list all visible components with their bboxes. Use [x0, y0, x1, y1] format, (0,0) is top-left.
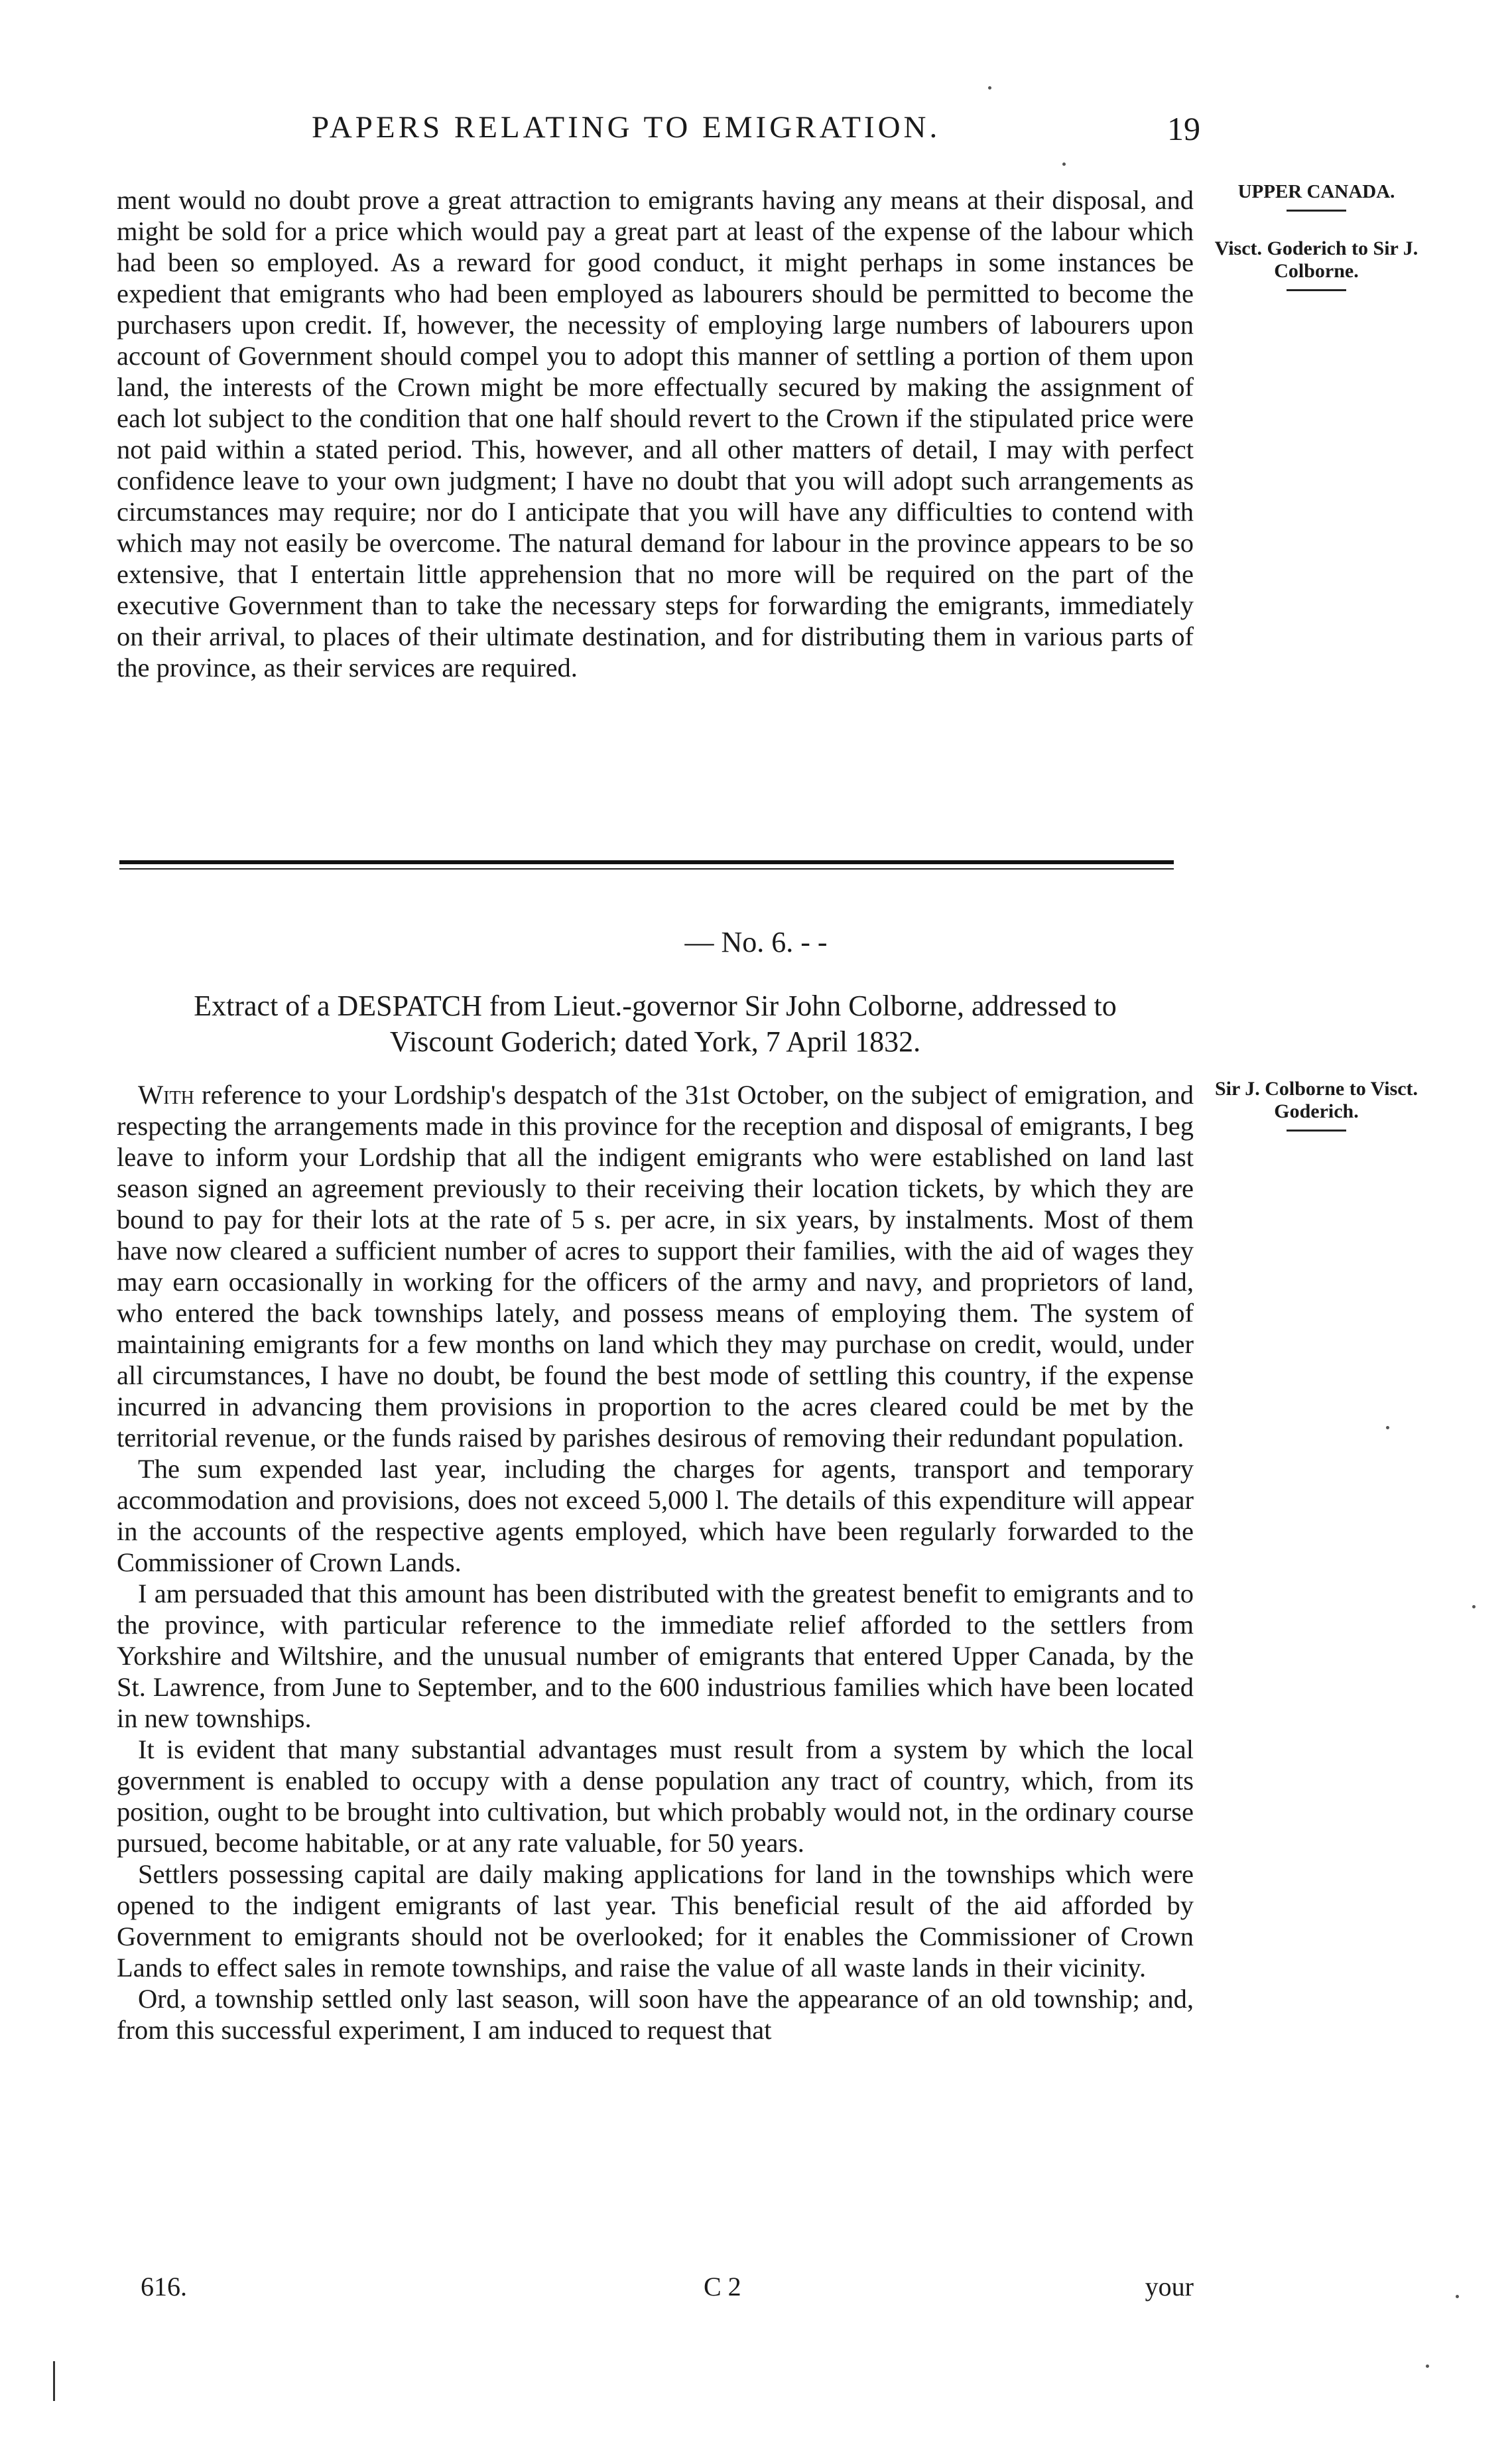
catchword: your: [1145, 2272, 1194, 2302]
page-number: 19: [1167, 110, 1200, 147]
paragraph-lead: With: [138, 1080, 194, 1110]
scan-speck: [1456, 2295, 1459, 2298]
paragraph: [117, 1079, 1194, 1453]
section-rule-thin: [119, 868, 1174, 870]
continued-text: [117, 184, 1194, 683]
margin-region-label: UPPER CANADA.: [1237, 181, 1395, 202]
margin-note-letter-2: [1210, 1078, 1422, 1132]
paragraph: It is evident that many substantial advantages must result from a system by which the local government is enabled to occupy with a dense population any tract of country, which, from its position, ought to be brought into cultivation, but which probably would not, in the ordinary course pursued, become habitable, or at any rate valuable, for 50 years.: [117, 1734, 1194, 1858]
paragraph-body: reference to your Lordship's despatch of the 31st October, on the subject of emigration, and respecting the arrangements made in this province for the reception and disposal of emigrants, I beg leave to inform your Lordship that all the indigent emigrants who were established on land last season signed an agreement previously to their receiving their location tickets, by which they are bound to pay for their lots at the rate of 5 s. per acre, in six years, by instalments. Most of them have now cleared a sufficient number of acres to support their families, with the aid of wages they may earn occasionally in working for the officers of the army and navy, and proprietors of land, who entered the back townships lately, and possess means of employing them. The system of maintaining emigrants for a few months on land which they may purchase on credit, would, under all circumstances, I have no doubt, be found the best mode of settling this country, if the expense incurred in advancing them provisions in proportion to the acres cleared could be met by the territorial revenue, or the funds raised by parishes desirous of removing their redundant population.: [117, 1080, 1194, 1453]
scan-speck: [1062, 162, 1066, 166]
extract-line-2: Viscount Goderich; dated York, 7 April 1832.: [389, 1025, 921, 1058]
paragraph: Ord, a township settled only last season, will soon have the appearance of an old township; and, from this successful experiment, I am induced to request that: [117, 1984, 1194, 2045]
margin-letter-1-label: Visct. Goderich to Sir J. Colborne.: [1214, 237, 1418, 282]
page-footer: [117, 2271, 1194, 2304]
section-number: — No. 6. - -: [684, 926, 828, 958]
margin-note-region: [1210, 180, 1422, 212]
paragraph: I am persuaded that this amount has been distributed with the greatest benefit to emigrants and to the province, with particular reference to the immediate relief afforded to the settlers from Yorkshire and Wiltshire, and the unusual number of emigrants that entered Upper Canada, by the St. Lawrence, from June to September, and to the 600 industrious families which have been located in new townships.: [117, 1579, 1194, 1733]
margin-letter-2-label: Sir J. Colborne to Visct. Goderich.: [1214, 1078, 1418, 1122]
scan-edge-mark: [53, 2361, 55, 2401]
running-title: PAPERS RELATING TO EMIGRATION.: [312, 110, 941, 145]
paragraph: The sum expended last year, including the charges for agents, transport and temporary accommodation and provisions, does not exceed 5,000 l. The details of this expenditure will appear in the accounts of the respective agents employed, which have been regularly forwarded to the Commissioner of Crown Lands.: [117, 1454, 1194, 1577]
extract-heading: [117, 988, 1194, 1060]
paragraph: Settlers possessing capital are daily making applications for land in the townships which were opened to the indigent emigrants of last year. This beneficial result of the aid afforded by Government to emigrants should not be overlooked; for it enables the Commissioner of Crown Lands to effect sales in remote townships, and raise the value of all waste lands in their vicinity.: [117, 1859, 1194, 1982]
extract-line-1: Extract of a DESPATCH from Lieut.-governor Sir John Colborne, addressed to: [194, 990, 1117, 1022]
margin-divider: [1287, 210, 1346, 212]
scan-speck: [1386, 1426, 1389, 1429]
scan-speck: [1472, 1605, 1476, 1608]
signature-mark: 616.: [141, 2272, 187, 2302]
scan-speck: [988, 86, 991, 90]
margin-note-letter-1: [1210, 237, 1422, 291]
scan-speck: [1426, 2365, 1429, 2368]
margin-divider: [1287, 1130, 1346, 1132]
paragraph: ment would no doubt prove a great attraction to emigrants having any means at their disposal, and might be sold for a price which would pay a great part at least of the expense of the labour which had been so employed. As a reward for good conduct, it might perhaps in some instances be expedient that emigrants who had been employed as labourers should be permitted to become the purchasers upon credit. If, however, the necessity of employing large numbers of labourers upon account of Government should compel you to adopt this manner of settling a portion of them upon land, the interests of the Crown might be more effectually secured by making the assignment of each lot subject to the condition that one half should revert to the Crown if the stipulated price were not paid within a stated period. This, however, and all other matters of detail, I may with perfect confidence leave to your own judgment; I have no doubt that you will adopt such arrangements as circumstances may require; nor do I anticipate that you will have any difficulties to contend with which may not easily be overcome. The natural demand for labour in the province appears to be so extensive, that I entertain little apprehension that no more will be required on the part of the executive Government than to take the necessary steps for forwarding the emigrants, immediately on their arrival, to places of their ultimate destination, and for distributing them in various parts of the province, as their services are required.: [117, 185, 1194, 682]
margin-divider: [1287, 289, 1346, 291]
section-rule-thick: [119, 860, 1174, 864]
despatch-text: [117, 1079, 1194, 2045]
sheet-mark: C 2: [704, 2272, 741, 2302]
running-header: [312, 109, 1200, 162]
